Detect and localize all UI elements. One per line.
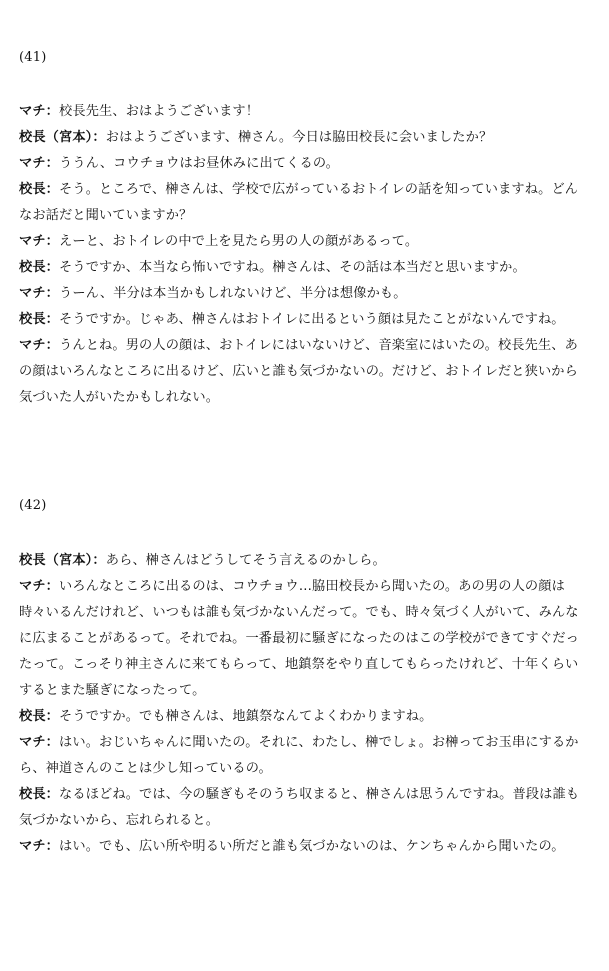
speaker-label: 校長： — [19, 787, 60, 802]
dialogue-42 — [19, 548, 591, 860]
line-text: そう。ところで、榊さんは、学校で広がっているおトイレの話を知っていますね。どんなお話だと聞いていますか？ — [19, 182, 579, 223]
dialogue-line — [19, 782, 591, 834]
speaker-label: 校長（宮本）： — [19, 553, 106, 568]
dialogue-line — [19, 281, 591, 307]
line-text: なるほどね。では、今の騒ぎもそのうち収まると、榊さんは思うんですね。普段は誰も気づかないから、忘れられると。 — [19, 787, 580, 828]
dialogue-line — [19, 307, 591, 333]
dialogue-line — [19, 151, 591, 177]
dialogue-line — [19, 99, 591, 125]
line-text: そうですか、本当なら怖いですね。榊さんは、その話は本当だと思いますか。 — [59, 260, 526, 275]
dialogue-line — [19, 255, 591, 281]
dialogue-line — [19, 548, 591, 574]
dialogue-line — [19, 229, 591, 255]
speaker-label: 校長： — [19, 709, 60, 724]
section-number-42: (42) — [19, 498, 47, 513]
line-text: おはようございます、榊さん。今日は脇田校長に会いましたか？ — [105, 130, 493, 145]
dialogue-line — [19, 125, 591, 151]
speaker-label: マチ： — [19, 579, 60, 594]
speaker-label: マチ： — [19, 234, 60, 249]
dialogue-line — [19, 177, 591, 229]
line-text: はい。でも、広い所や明るい所だと誰も気づかないのは、ケンちゃんから聞いたの。 — [59, 839, 565, 854]
line-text: うーん、半分は本当かもしれないけど、半分は想像かも。 — [59, 286, 407, 301]
speaker-label: マチ： — [19, 104, 60, 119]
speaker-label: マチ： — [19, 156, 60, 171]
dialogue-line — [19, 333, 591, 411]
line-text: ううん、コウチョウはお昼休みに出てくるの。 — [59, 156, 339, 171]
line-text: うんとね。男の人の顔は、おトイレにはいないけど、音楽室にはいたの。校長先生、あの顔はいろんなところに出るけど、広いと誰も気づかないの。だけど、おトイレだと狭いから気づいた人がいたかもしれない。 — [19, 338, 578, 405]
speaker-label: マチ： — [19, 286, 60, 301]
line-text: そうですか。でも榊さんは、地鎮祭なんてよくわかりますね。 — [59, 709, 433, 724]
dialogue-line — [19, 730, 591, 782]
speaker-label: マチ： — [19, 839, 60, 854]
line-text: そうですか。じゃあ、榊さんはおトイレに出るという顔は見たことがないんですね。 — [59, 312, 565, 327]
line-text: はい。おじいちゃんに聞いたの。それに、わたし、榊でしょ。お榊ってお玉串にするから、神道さんのことは少し知っているの。 — [19, 735, 579, 776]
speaker-label: マチ： — [19, 735, 60, 750]
dialogue-41 — [19, 99, 591, 411]
speaker-label: 校長： — [19, 182, 60, 197]
line-text: 校長先生、おはようございます！ — [59, 104, 260, 119]
line-text: あら、榊さんはどうしてそう言えるのかしら。 — [105, 553, 386, 568]
dialogue-line — [19, 704, 591, 730]
speaker-label: マチ： — [19, 338, 60, 353]
section-number-41: (41) — [19, 50, 47, 65]
line-text: えーと、おトイレの中で上を見たら男の人の顔があるって。 — [59, 234, 419, 249]
speaker-label: 校長（宮本）： — [19, 130, 106, 145]
dialogue-line — [19, 834, 591, 860]
speaker-label: 校長： — [19, 312, 60, 327]
dialogue-line — [19, 574, 591, 704]
speaker-label: 校長： — [19, 260, 60, 275]
line-text: いろんなところに出るのは、コウチョウ…脇田校長から聞いたの。あの男の人の顔は時々いるんだけれど、いつもは誰も気づかないんだって。でも、時々気づく人がいて、みんなに広まることがあるって。それでね。一番最初に騒ぎになったのはこの学校ができてすぐだったって。こっそり神主さんに来てもらって、地鎮祭をやり直してもらったけれど、十年くらいするとまた騒ぎになったって。 — [19, 579, 579, 698]
